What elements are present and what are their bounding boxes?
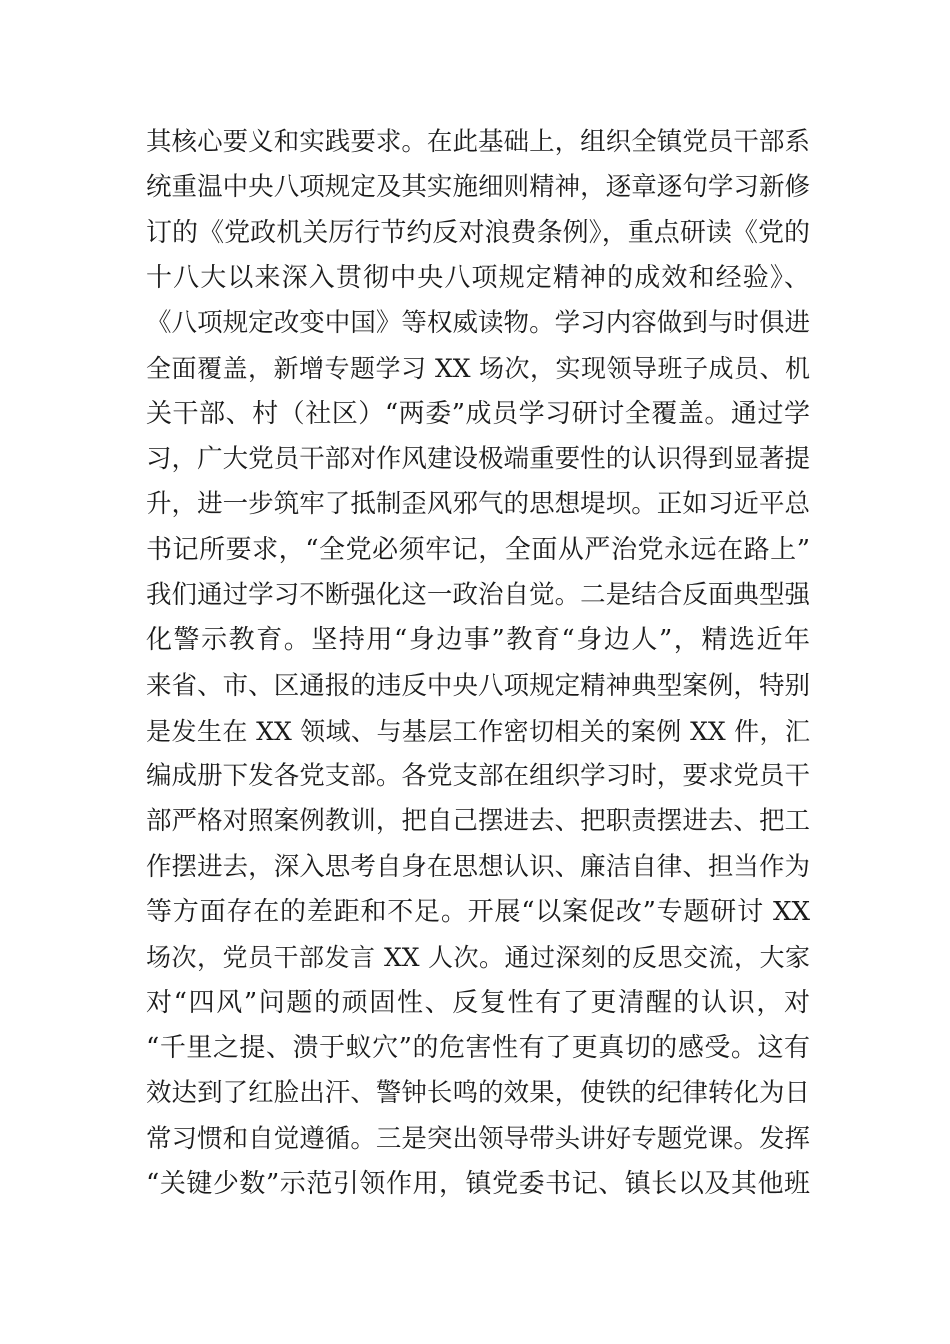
text-line: 十八大以来深入贯彻中央八项规定精神的成效和经验》、 xyxy=(146,262,810,293)
text-line: 习，广大党员干部对作风建设极端重要性的认识得到显著提 xyxy=(146,444,810,475)
text-line: 我们通过学习不断强化这一政治自觉。二是结合反面典型强 xyxy=(146,579,810,610)
text-line: “关键少数”示范引领作用，镇党委书记、镇长以及其他班 xyxy=(146,1168,810,1199)
text-line: 《八项规定改变中国》等权威读物。学习内容做到与时俱进 xyxy=(146,308,810,339)
text-line: 常习惯和自觉遵循。三是突出领导带头讲好专题党课。发挥 xyxy=(146,1123,810,1154)
text-line: 来省、市、区通报的违反中央八项规定精神典型案例，特别 xyxy=(146,670,810,701)
text-line: “千里之提、溃于蚁穴”的危害性有了更真切的感受。这有 xyxy=(146,1032,810,1063)
text-line: 场次，党员干部发言 XX 人次。通过深刻的反思交流，大家 xyxy=(146,943,810,973)
text-line: 作摆进去，深入思考自身在思想认识、廉洁自律、担当作为 xyxy=(146,851,810,882)
text-line: 升，进一步筑牢了抵制歪风邪气的思想堤坝。正如习近平总 xyxy=(146,489,810,520)
text-line: 统重温中央八项规定及其实施细则精神，逐章逐句学习新修 xyxy=(146,172,810,203)
text-line: 关干部、村（社区）“两委”成员学习研讨全覆盖。通过学 xyxy=(146,398,810,429)
text-line: 订的《党政机关厉行节约反对浪费条例》，重点研读《党的 xyxy=(146,217,810,248)
text-line: 其核心要义和实践要求。在此基础上，组织全镇党员干部系 xyxy=(146,127,810,157)
text-line: 效达到了红脸出汗、警钟长鸣的效果，使铁的纪律转化为日 xyxy=(146,1078,810,1109)
text-line: 部严格对照案例教训，把自己摆进去、把职责摆进去、把工 xyxy=(146,806,810,837)
text-line: 全面覆盖，新增专题学习 XX 场次，实现领导班子成员、机 xyxy=(146,354,810,384)
body-text xyxy=(146,120,810,1207)
text-line: 对“四风”问题的顽固性、反复性有了更清醒的认识，对 xyxy=(146,987,810,1018)
text-line: 化警示教育。坚持用“身边事”教育“身边人”，精选近年 xyxy=(146,625,810,656)
text-line: 等方面存在的差距和不足。开展“以案促改”专题研讨 XX xyxy=(146,897,810,928)
text-line: 编成册下发各党支部。各党支部在组织学习时，要求党员干 xyxy=(146,761,810,792)
text-line: 书记所要求，“全党必须牢记，全面从严治党永远在路上” xyxy=(146,534,810,565)
text-line: 是发生在 XX 领域、与基层工作密切相关的案例 XX 件，汇 xyxy=(146,716,810,746)
